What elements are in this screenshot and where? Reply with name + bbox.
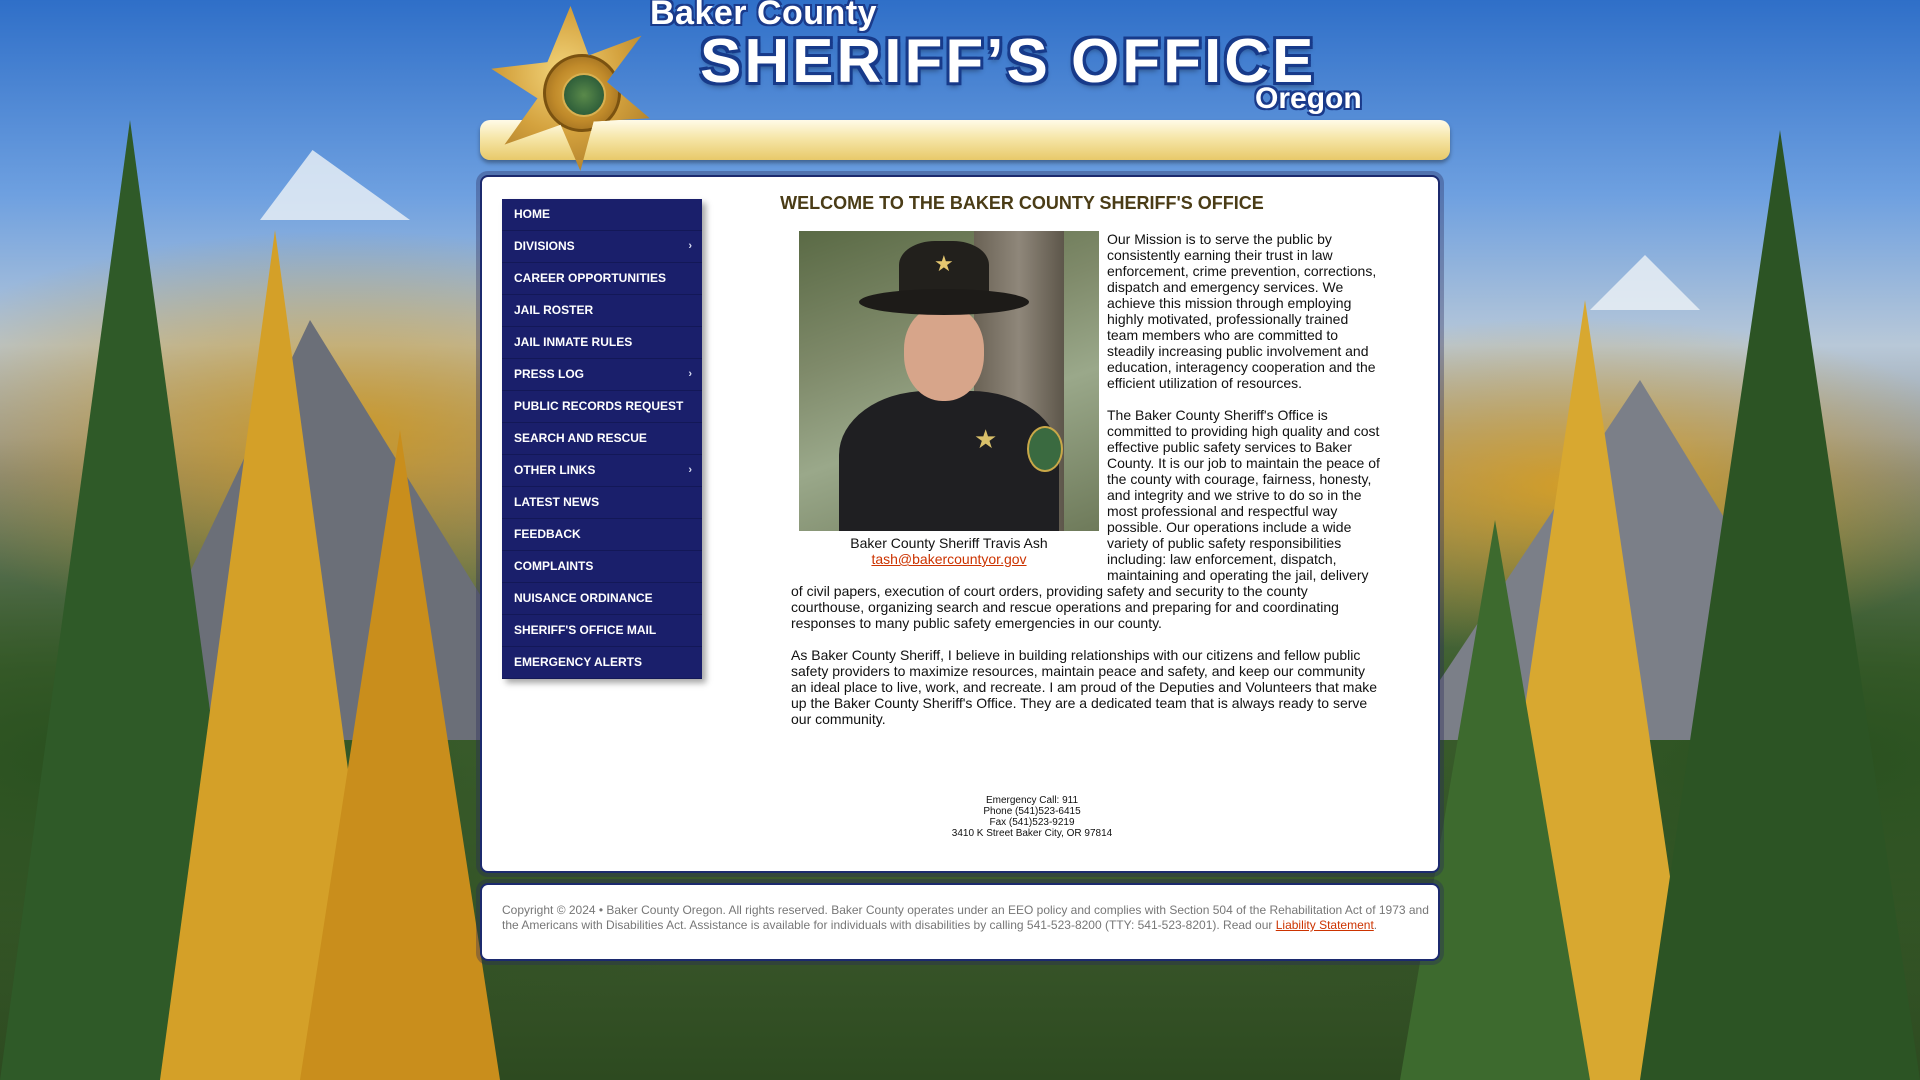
photo-face	[904, 306, 984, 401]
header-state: Oregon	[1255, 82, 1362, 115]
photo-uniform	[839, 391, 1059, 531]
sidebar-item-label: CAREER OPPORTUNITIES	[514, 271, 667, 285]
main-panel	[480, 175, 1440, 873]
sidebar-item-emergency-alerts[interactable]	[502, 647, 702, 679]
sidebar-item-career-opportunities[interactable]	[502, 263, 702, 295]
sidebar-item-label: OTHER LINKS	[514, 463, 596, 477]
footer-text: Copyright © 2024 • Baker County Oregon. All rights reserved. Baker County operates under an EEO policy and complies with Section 504 of the Rehabilitation Act of 1973 and the Americans with Disabilities Act. Assistance is available for individuals with disabilities by calling 541-523-8200 (TTY: 541-523-8201). Read our	[502, 903, 1429, 932]
header-banner-bar	[480, 120, 1450, 160]
sheriff-email-link[interactable]: tash@bakercountyor.gov	[871, 551, 1027, 567]
site-footer	[480, 883, 1440, 961]
sidebar-item-press-log[interactable]	[502, 359, 702, 391]
contact-emergency: Emergency Call: 911	[985, 795, 1079, 806]
sheriff-photo-box	[799, 231, 1099, 567]
photo-hat-brim	[859, 289, 1029, 315]
sidebar-item-divisions[interactable]	[502, 231, 702, 263]
page-title: WELCOME TO THE BAKER COUNTY SHERIFF'S OFFICE	[780, 193, 1264, 213]
sidebar-item-complaints[interactable]	[502, 551, 702, 583]
sidebar-item-label: DIVISIONS	[514, 239, 575, 253]
sidebar-item-label: JAIL ROSTER	[514, 303, 594, 317]
sidebar-item-label: PRESS LOG	[514, 367, 585, 381]
sidebar-nav	[502, 199, 702, 679]
chevron-right-icon: ›	[688, 464, 692, 476]
sidebar-item-label: JAIL INMATE RULES	[514, 335, 633, 349]
services-paragraph: The Baker County Sheriff's Office is committed to providing high quality and cost effective public safety services to Baker County. It is our job to maintain the peace of the county with courage, fairness, honesty, and integrity and we strive to do so in the most professional and respectful way possible. Our operations include a wide variety of public safety responsibilities including: law enforcement, dispatch, maintaining and operating the jail, delivery of civil papers, execution of court orders, providing safety and security to the county courthouse, organizing search and rescue operations and preparing for and coordinating responses to many public safety emergencies in our county.	[791, 407, 1380, 631]
badge-emblem	[562, 73, 606, 117]
sidebar-item-label: PUBLIC RECORDS REQUEST	[514, 399, 684, 413]
sidebar-item-home[interactable]	[502, 199, 702, 231]
chevron-right-icon: ›	[688, 368, 692, 380]
photo-caption: Baker County Sheriff Travis Ash	[850, 535, 1048, 551]
sidebar-item-feedback[interactable]	[502, 519, 702, 551]
contact-fax: Fax (541)523-9219	[989, 817, 1075, 828]
sidebar-item-label: LATEST NEWS	[514, 495, 600, 509]
sidebar-item-label: SEARCH AND RESCUE	[514, 431, 647, 445]
sidebar-item-label: COMPLAINTS	[514, 559, 594, 573]
sidebar-item-label: SHERIFF'S OFFICE MAIL	[514, 623, 657, 637]
sidebar-item-label: HOME	[514, 207, 550, 221]
badge-seal	[543, 54, 621, 132]
sidebar-item-other-links[interactable]	[502, 455, 702, 487]
sheriff-photo	[799, 231, 1099, 531]
liability-statement-link[interactable]: Liability Statement	[1275, 918, 1374, 932]
header-title: SHERIFF’S OFFICE	[700, 27, 1317, 96]
contact-phone: Phone (541)523-6415	[983, 806, 1081, 817]
sidebar-item-sheriff-s-office-mail[interactable]	[502, 615, 702, 647]
sidebar-item-label: NUISANCE ORDINANCE	[514, 591, 653, 605]
mission-paragraph: Our Mission is to serve the public by consistently earning their trust in law enforcement, crime prevention, corrections, dispatch and emergency services. We achieve this mission through employing highly motivated, professionally trained team members who are committed to steadily increasing public involvement and education, interagency cooperation and the efficient utilization of resources.	[1107, 231, 1377, 391]
star-icon: ★	[934, 251, 954, 276]
sidebar-item-latest-news[interactable]	[502, 487, 702, 519]
contact-address: 3410 K Street Baker City, OR 97814	[951, 828, 1113, 839]
sidebar-item-public-records-request[interactable]	[502, 391, 702, 423]
footer-end: .	[1373, 918, 1378, 932]
sidebar-item-jail-roster[interactable]	[502, 295, 702, 327]
sidebar-item-label: EMERGENCY ALERTS	[514, 655, 643, 669]
chevron-right-icon: ›	[688, 240, 692, 252]
main-content	[791, 231, 1381, 743]
star-icon: ★	[974, 424, 998, 454]
header-county: Baker County	[650, 0, 878, 32]
contact-info	[752, 795, 1312, 839]
sheriff-statement-paragraph: As Baker County Sheriff, I believe in building relationships with our citizens and fellow public safety providers to maximize resources, maintain peace and safety, and keep our community an ideal place to live, work, and recreate. I am proud of the Deputies and Volunteers that make up the Baker County Sheriff's Office. They are a dedicated team that is always ready to serve our community.	[791, 647, 1378, 727]
sidebar-item-nuisance-ordinance[interactable]	[502, 583, 702, 615]
background-snow-right	[1590, 255, 1700, 310]
sidebar-item-jail-inmate-rules[interactable]	[502, 327, 702, 359]
shoulder-patch	[1027, 426, 1063, 472]
sidebar-item-search-and-rescue[interactable]	[502, 423, 702, 455]
site-header	[480, 0, 1450, 170]
sidebar-item-label: FEEDBACK	[514, 527, 581, 541]
background-snow-left	[260, 150, 410, 220]
